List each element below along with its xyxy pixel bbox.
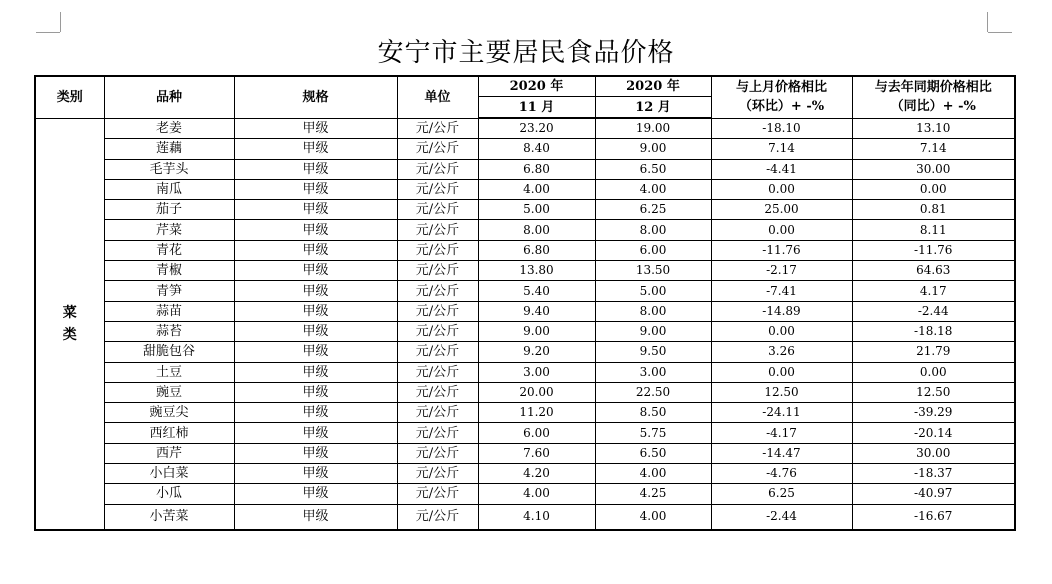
variety-cell: 老姜 [104,118,234,139]
yoy-change-cell: -18.18 [852,321,1015,341]
dec-price-cell: 6.50 [595,159,711,179]
spec-cell: 甲级 [234,139,397,159]
table-row [35,220,1015,240]
variety-cell: 小白菜 [104,464,234,484]
dec-price-cell: 6.00 [595,240,711,260]
variety-cell: 毛芋头 [104,159,234,179]
yoy-change-cell: -11.76 [852,240,1015,260]
spec-cell: 甲级 [234,159,397,179]
header-yoy-line2: （同比）+ -% [890,99,976,115]
spec-cell: 甲级 [234,423,397,443]
table-row [35,504,1015,530]
mom-change-cell: 0.00 [711,362,852,382]
nov-price-cell: 9.20 [478,342,595,362]
unit-cell: 元/公斤 [397,139,478,159]
spec-cell: 甲级 [234,281,397,301]
nov-price-cell: 9.40 [478,301,595,321]
unit-cell: 元/公斤 [397,281,478,301]
unit-cell: 元/公斤 [397,423,478,443]
variety-cell: 莲藕 [104,139,234,159]
mom-change-cell: -4.17 [711,423,852,443]
nov-price-cell: 4.10 [478,504,595,530]
unit-cell: 元/公斤 [397,484,478,504]
spec-cell: 甲级 [234,118,397,139]
spec-cell: 甲级 [234,342,397,362]
category-line2: 类 [62,326,77,343]
unit-cell: 元/公斤 [397,200,478,220]
price-table [34,75,1016,531]
unit-cell: 元/公斤 [397,159,478,179]
variety-cell: 小苦菜 [104,504,234,530]
yoy-change-cell: 13.10 [852,118,1015,139]
mom-change-cell: -2.17 [711,261,852,281]
dec-price-cell: 4.00 [595,179,711,199]
mom-change-cell: 25.00 [711,200,852,220]
table-row [35,261,1015,281]
table-row [35,200,1015,220]
table-row [35,464,1015,484]
spec-cell: 甲级 [234,179,397,199]
nov-price-cell: 13.80 [478,261,595,281]
variety-cell: 南瓜 [104,179,234,199]
unit-cell: 元/公斤 [397,220,478,240]
table-row [35,321,1015,341]
nov-price-cell: 4.20 [478,464,595,484]
document-title: 安宁市主要居民食品价格 [377,38,675,68]
mom-change-cell: 0.00 [711,220,852,240]
yoy-change-cell: 0.00 [852,362,1015,382]
dec-price-cell: 6.50 [595,443,711,463]
nov-price-cell: 9.00 [478,321,595,341]
header-yoy [852,76,1015,118]
mom-change-cell: 0.00 [711,321,852,341]
mom-change-cell: -2.44 [711,504,852,530]
category-line1: 菜 [62,304,77,321]
dec-price-cell: 9.00 [595,139,711,159]
unit-cell: 元/公斤 [397,321,478,341]
header-mom-line1: 与上月价格相比 [735,80,827,96]
unit-cell: 元/公斤 [397,301,478,321]
variety-cell: 青花 [104,240,234,260]
unit-cell: 元/公斤 [397,118,478,139]
table-row [35,179,1015,199]
header-mom-line2: （环比）+ -% [738,99,825,115]
mom-change-cell: 6.25 [711,484,852,504]
category-cell [35,118,104,530]
spec-cell: 甲级 [234,484,397,504]
unit-cell: 元/公斤 [397,240,478,260]
header-dec-year: 2020 年 [595,76,711,97]
yoy-change-cell: 0.00 [852,179,1015,199]
spec-cell: 甲级 [234,362,397,382]
unit-cell: 元/公斤 [397,342,478,362]
mom-change-cell: 3.26 [711,342,852,362]
mom-change-cell: 12.50 [711,382,852,402]
price-rows [35,118,1015,530]
yoy-change-cell: 8.11 [852,220,1015,240]
dec-price-cell: 6.25 [595,200,711,220]
header-dec-month: 12 月 [595,97,711,119]
dec-price-cell: 4.00 [595,464,711,484]
dec-price-cell: 4.25 [595,484,711,504]
yoy-change-cell: 30.00 [852,443,1015,463]
yoy-change-cell: -18.37 [852,464,1015,484]
variety-cell: 土豆 [104,362,234,382]
table-row [35,342,1015,362]
mom-change-cell: -7.41 [711,281,852,301]
variety-cell: 甜脆包谷 [104,342,234,362]
nov-price-cell: 7.60 [478,443,595,463]
spec-cell: 甲级 [234,220,397,240]
dec-price-cell: 8.50 [595,403,711,423]
dec-price-cell: 19.00 [595,118,711,139]
nov-price-cell: 23.20 [478,118,595,139]
yoy-change-cell: -40.97 [852,484,1015,504]
table-row [35,423,1015,443]
table-row [35,443,1015,463]
yoy-change-cell: 12.50 [852,382,1015,402]
yoy-change-cell: -16.67 [852,504,1015,530]
page-corner-mark [987,12,988,32]
table-row [35,240,1015,260]
unit-cell: 元/公斤 [397,403,478,423]
variety-cell: 西红柿 [104,423,234,443]
variety-cell: 芹菜 [104,220,234,240]
nov-price-cell: 4.00 [478,484,595,504]
yoy-change-cell: -2.44 [852,301,1015,321]
table-row [35,281,1015,301]
nov-price-cell: 5.40 [478,281,595,301]
nov-price-cell: 5.00 [478,200,595,220]
unit-cell: 元/公斤 [397,261,478,281]
spec-cell: 甲级 [234,261,397,281]
table-row [35,159,1015,179]
nov-price-cell: 6.00 [478,423,595,443]
dec-price-cell: 8.00 [595,301,711,321]
yoy-change-cell: 7.14 [852,139,1015,159]
variety-cell: 小瓜 [104,484,234,504]
variety-cell: 青椒 [104,261,234,281]
yoy-change-cell: -20.14 [852,423,1015,443]
mom-change-cell: -18.10 [711,118,852,139]
dec-price-cell: 9.00 [595,321,711,341]
unit-cell: 元/公斤 [397,382,478,402]
unit-cell: 元/公斤 [397,443,478,463]
spec-cell: 甲级 [234,382,397,402]
nov-price-cell: 6.80 [478,159,595,179]
header-nov-month: 11 月 [478,97,595,119]
spec-cell: 甲级 [234,443,397,463]
table-row [35,118,1015,139]
variety-cell: 蒜苗 [104,301,234,321]
spec-cell: 甲级 [234,200,397,220]
variety-cell: 豌豆尖 [104,403,234,423]
nov-price-cell: 8.00 [478,220,595,240]
yoy-change-cell: 4.17 [852,281,1015,301]
dec-price-cell: 4.00 [595,504,711,530]
nov-price-cell: 3.00 [478,362,595,382]
yoy-change-cell: 21.79 [852,342,1015,362]
header-variety: 品种 [104,76,234,118]
variety-cell: 西芹 [104,443,234,463]
dec-price-cell: 5.75 [595,423,711,443]
header-yoy-line1: 与去年同期价格相比 [874,80,992,96]
table-row [35,484,1015,504]
unit-cell: 元/公斤 [397,179,478,199]
spec-cell: 甲级 [234,504,397,530]
dec-price-cell: 9.50 [595,342,711,362]
table-row [35,139,1015,159]
unit-cell: 元/公斤 [397,464,478,484]
header-category: 类别 [35,76,104,118]
mom-change-cell: -11.76 [711,240,852,260]
spec-cell: 甲级 [234,321,397,341]
unit-cell: 元/公斤 [397,504,478,530]
mom-change-cell: -14.89 [711,301,852,321]
yoy-change-cell: 64.63 [852,261,1015,281]
dec-price-cell: 13.50 [595,261,711,281]
mom-change-cell: -4.76 [711,464,852,484]
header-unit: 单位 [397,76,478,118]
dec-price-cell: 22.50 [595,382,711,402]
variety-cell: 青笋 [104,281,234,301]
table-row [35,403,1015,423]
mom-change-cell: 0.00 [711,179,852,199]
header-nov-year: 2020 年 [478,76,595,97]
dec-price-cell: 3.00 [595,362,711,382]
variety-cell: 蒜苔 [104,321,234,341]
nov-price-cell: 8.40 [478,139,595,159]
yoy-change-cell: 30.00 [852,159,1015,179]
dec-price-cell: 8.00 [595,220,711,240]
variety-cell: 茄子 [104,200,234,220]
nov-price-cell: 4.00 [478,179,595,199]
variety-cell: 豌豆 [104,382,234,402]
table-row [35,301,1015,321]
table-row [35,382,1015,402]
nov-price-cell: 11.20 [478,403,595,423]
spec-cell: 甲级 [234,240,397,260]
unit-cell: 元/公斤 [397,362,478,382]
yoy-change-cell: 0.81 [852,200,1015,220]
mom-change-cell: -4.41 [711,159,852,179]
spec-cell: 甲级 [234,403,397,423]
header-spec: 规格 [234,76,397,118]
mom-change-cell: -14.47 [711,443,852,463]
nov-price-cell: 20.00 [478,382,595,402]
spec-cell: 甲级 [234,464,397,484]
dec-price-cell: 5.00 [595,281,711,301]
yoy-change-cell: -39.29 [852,403,1015,423]
mom-change-cell: -24.11 [711,403,852,423]
table-row [35,362,1015,382]
page-corner-mark [60,12,61,32]
spec-cell: 甲级 [234,301,397,321]
mom-change-cell: 7.14 [711,139,852,159]
nov-price-cell: 6.80 [478,240,595,260]
header-mom [711,76,852,118]
